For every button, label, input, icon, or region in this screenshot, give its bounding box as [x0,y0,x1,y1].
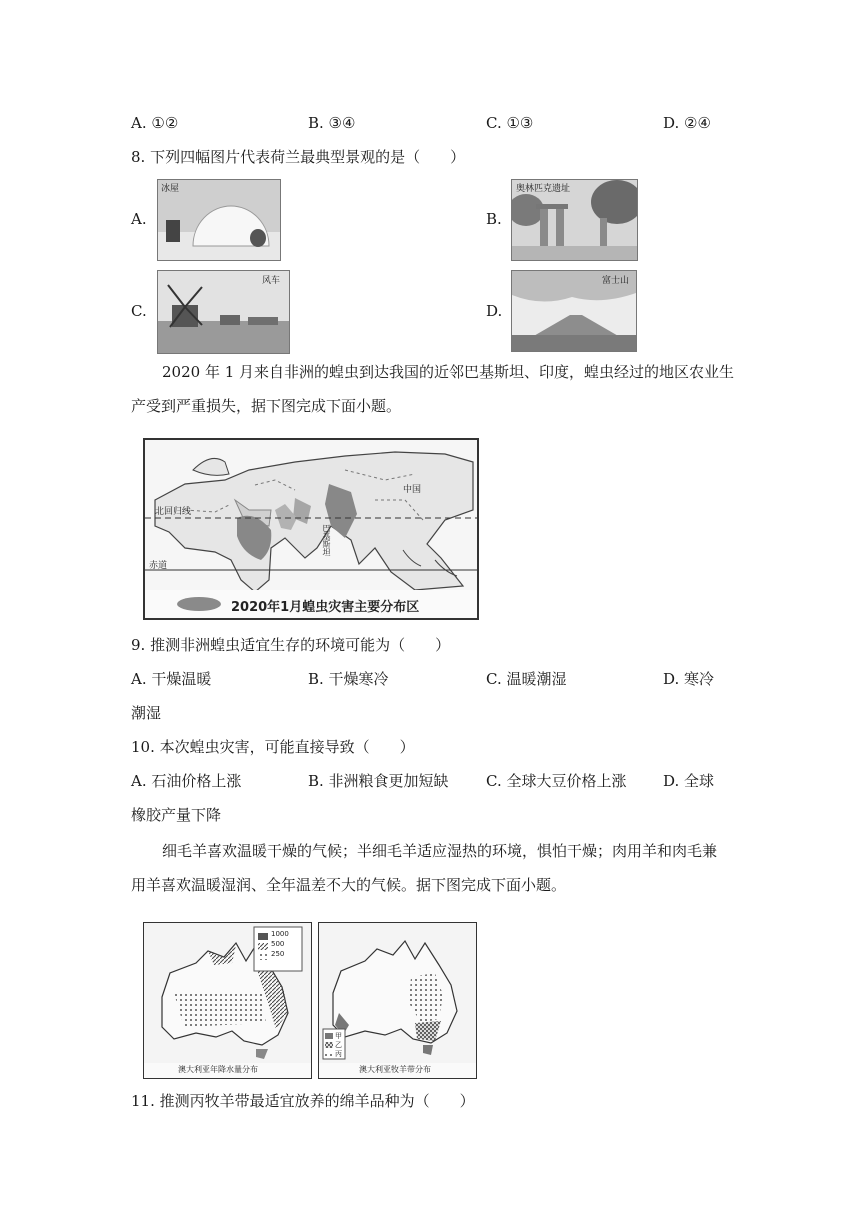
q8-option-d-label: D. [486,302,503,320]
label-pakistan: 巴基斯坦 [322,524,331,556]
australia-sheep-belt-map [318,922,477,1079]
map-legend-text: 2020年1月蝗虫灾害主要分布区 [231,600,420,615]
q10-option-a: A. 石油价格上涨 [131,772,242,790]
rain-legend-1000: 1000 [271,930,289,938]
sheep-belt-map-caption: 澳大利亚牧羊带分布 [359,1065,431,1074]
q9-option-b: B. 干燥寒冷 [308,670,389,688]
q9-option-c: C. 温暖潮湿 [486,670,567,688]
rain-legend-500: 500 [271,940,285,948]
locust-distribution-map [143,438,479,620]
rain-legend-250: 250 [271,950,285,958]
photo-b-caption: 奥林匹克遗址 [516,184,571,194]
sheep-intro-line-2: 用羊喜欢温暖湿润、全年温差不大的气候。据下图完成下面小题。 [131,876,567,894]
photo-mount-fuji [511,270,637,352]
locust-intro-line-2: 产受到严重损失，据下图完成下面小题。 [131,397,402,415]
photo-d-caption: 富士山 [602,276,630,286]
question-11-stem: 11. 推测丙牧羊带最适宜放养的绵羊品种为（ ） [131,1092,475,1110]
q9-option-d-continued: 潮湿 [131,704,162,722]
question-9-stem: 9. 推测非洲蝗虫适宜生存的环境可能为（ ） [131,636,451,654]
belt-legend-bing: 丙 [335,1050,342,1058]
q10-option-d: D. 全球 [663,772,715,790]
q9-option-a: A. 干燥温暖 [131,670,212,688]
q9-option-d: D. 寒冷 [663,670,715,688]
q10-option-b: B. 非洲粮食更加短缺 [308,772,449,790]
rainfall-map-caption: 澳大利亚年降水量分布 [178,1065,258,1074]
belt-legend-jia: 甲 [335,1032,342,1040]
q8-option-b-label: B. [486,210,502,228]
photo-olympia-ruins [511,179,638,261]
q8-option-a-label: A. [131,210,147,228]
question-8-stem: 8. 下列四幅图片代表荷兰最典型景观的是（ ） [131,148,466,166]
option-b: B. ③④ [308,114,356,132]
sheep-intro-line-1: 细毛羊喜欢温暖干燥的气候；半细毛羊适应湿热的环境，惧怕干燥；肉用羊和肉毛兼 [162,842,718,860]
photo-a-caption: 冰屋 [161,184,180,194]
option-d: D. ②④ [663,114,711,132]
australia-rainfall-map [143,922,312,1079]
label-tropic-of-cancer: 北回归线 [155,507,192,517]
photo-windmills [157,270,290,354]
photo-c-caption: 风车 [262,276,281,286]
q8-option-c-label: C. [131,302,147,320]
q10-option-c: C. 全球大豆价格上涨 [486,772,627,790]
photo-igloo [157,179,281,261]
label-china: 中国 [403,485,422,495]
belt-legend-yi: 乙 [335,1041,342,1049]
locust-intro-line-1: 2020 年 1 月来自非洲的蝗虫到达我国的近邻巴基斯坦、印度，蝗虫经过的地区农业生 [162,363,735,381]
question-10-stem: 10. 本次蝗虫灾害，可能直接导致（ ） [131,738,415,756]
label-equator: 赤道 [149,561,168,571]
option-c: C. ①③ [486,114,534,132]
option-a: A. ①② [131,114,179,132]
q10-option-d-continued: 橡胶产量下降 [131,806,222,824]
